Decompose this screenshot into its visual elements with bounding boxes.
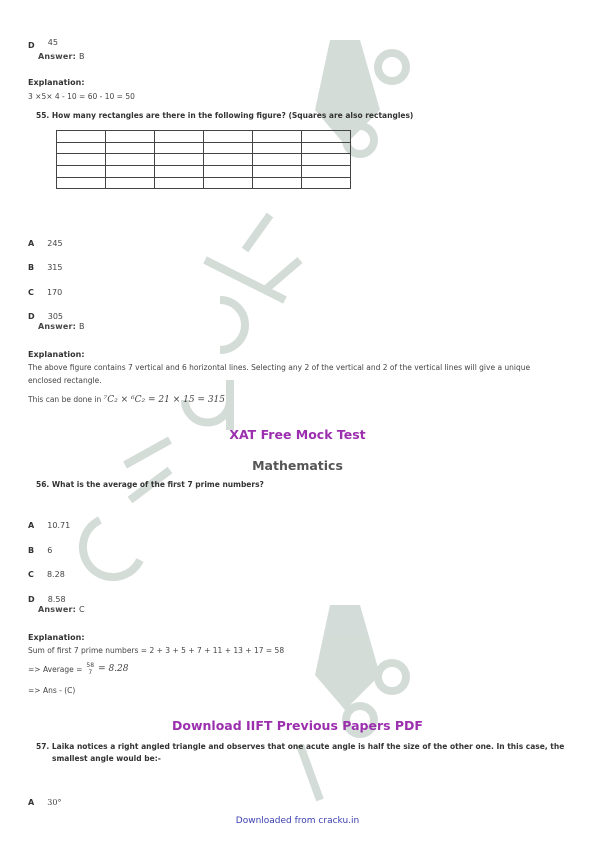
footer-link[interactable]: Downloaded from cracku.in xyxy=(235,816,360,826)
option-text: 45 xyxy=(47,38,58,47)
answer-label: Answer: xyxy=(38,322,77,331)
xat-mock-test-link[interactable]: XAT Free Mock Test xyxy=(229,427,366,442)
q56-question: 56. What is the average of the first 7 prime numbers? xyxy=(36,480,264,489)
answer-value: C xyxy=(79,605,85,614)
watermark-letter-c2 xyxy=(83,520,140,577)
option-text: 30° xyxy=(47,798,62,807)
option-text: 315 xyxy=(47,263,63,272)
option-letter: A xyxy=(28,521,35,530)
q56-explanation-line1: Sum of first 7 prime numbers = 2 + 3 + 5 + 7 + 11 + 13 + 17 = 58 xyxy=(28,646,285,655)
option-letter: C xyxy=(28,288,34,297)
q55-option-c[interactable] xyxy=(28,280,62,299)
watermark-letter-o-lower1 xyxy=(378,663,406,691)
q56-explanation-heading: Explanation: xyxy=(28,633,85,642)
option-letter: A xyxy=(28,239,35,248)
q55-option-b[interactable] xyxy=(28,255,62,274)
q56-option-a[interactable] xyxy=(28,513,70,532)
fraction-denominator: 7 xyxy=(88,669,93,676)
watermark-letter-c1 xyxy=(220,300,245,350)
combination-formula: ⁷C₂ × ⁶C₂ = 21 × 15 = 315 xyxy=(103,395,225,405)
option-text: 6 xyxy=(47,546,53,555)
answer-label: Answer: xyxy=(38,605,77,614)
q55-explanation-line2: enclosed rectangle. xyxy=(28,376,102,385)
q56-answer xyxy=(38,605,85,614)
q56-option-c[interactable] xyxy=(28,562,65,581)
q55-question: 55. How many rectangles are there in the following figure? (Squares are also rectangles) xyxy=(36,111,414,120)
average-result: = 8.28 xyxy=(98,664,129,674)
pen-logo-lower xyxy=(315,605,380,710)
q56-explanation-line3: => Ans - (C) xyxy=(28,686,76,695)
average-fraction xyxy=(86,662,94,676)
q54-option-d[interactable] xyxy=(28,33,58,52)
q54-explanation-heading: Explanation: xyxy=(28,78,85,87)
iift-papers-link[interactable]: Download IIFT Previous Papers PDF xyxy=(172,718,423,733)
q54-explanation-line: 3 ×5× 4 - 10 = 60 - 10 = 50 xyxy=(28,92,135,101)
fraction-numerator: 58 xyxy=(86,662,95,669)
q55-option-d[interactable] xyxy=(28,304,63,323)
option-letter: B xyxy=(28,263,35,272)
q56-option-d[interactable] xyxy=(28,587,66,606)
option-letter: C xyxy=(28,570,34,579)
q54-answer xyxy=(38,52,85,61)
q57-option-a[interactable] xyxy=(28,790,61,809)
option-text: 245 xyxy=(47,239,63,248)
option-letter: B xyxy=(28,546,35,555)
watermark-letter-k xyxy=(205,215,300,300)
option-letter: D xyxy=(28,595,35,604)
explanation-text: This can be done in xyxy=(28,395,102,404)
q57-question-line2: smallest angle would be:- xyxy=(52,754,161,763)
option-text: 305 xyxy=(47,312,64,321)
option-text: 8.58 xyxy=(47,595,66,604)
q55-answer xyxy=(38,322,85,331)
q57-question-line1: 57. Laika notices a right angled triangle and observes that one acute angle is half the size of the other one. In this case, the xyxy=(36,742,565,751)
option-letter: D xyxy=(28,41,35,50)
option-text: 10.71 xyxy=(47,521,71,530)
q55-explanation-line3 xyxy=(28,395,225,405)
explanation-text: => Average = xyxy=(28,664,83,674)
watermark-letter-a xyxy=(185,380,230,430)
answer-value: B xyxy=(79,52,85,61)
option-letter: A xyxy=(28,798,35,807)
q55-option-a[interactable] xyxy=(28,231,63,250)
watermark-letter-o-upper1 xyxy=(378,53,406,81)
option-letter: D xyxy=(28,312,35,321)
q56-explanation-line2 xyxy=(28,662,129,676)
rectangles-figure xyxy=(56,130,351,189)
answer-value: B xyxy=(79,322,85,331)
option-text: 8.28 xyxy=(46,570,65,579)
q56-option-b[interactable] xyxy=(28,538,52,557)
section-title: Mathematics xyxy=(252,458,343,473)
q55-explanation-heading: Explanation: xyxy=(28,350,85,359)
q55-explanation-line1: The above figure contains 7 vertical and 6 horizontal lines. Selecting any 2 of the vertical and 2 of the vertical lines will give a unique xyxy=(28,363,531,372)
answer-label: Answer: xyxy=(38,52,77,61)
option-text: 170 xyxy=(46,288,63,297)
watermark-letter-c3 xyxy=(300,745,320,800)
